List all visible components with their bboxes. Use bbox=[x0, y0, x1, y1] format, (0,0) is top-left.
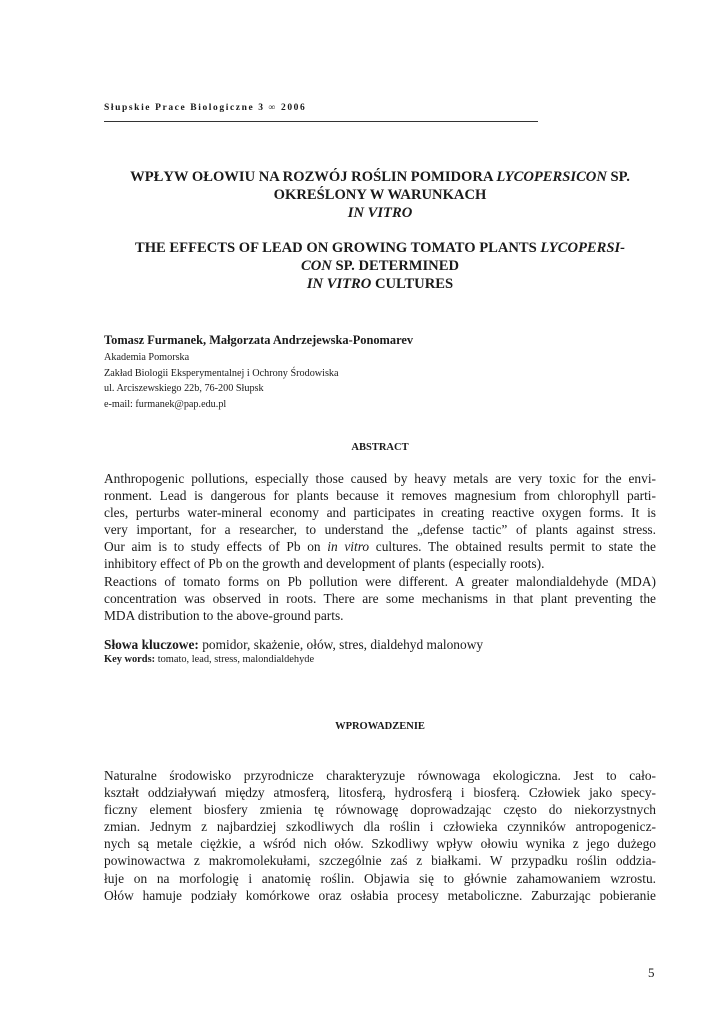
title-pl-line-1 bbox=[104, 168, 656, 186]
title-en-line-3 bbox=[104, 275, 656, 293]
introduction-text bbox=[104, 767, 656, 904]
affiliation bbox=[104, 350, 339, 412]
abstract-text-run: Our aim is to study effects of Pb on bbox=[104, 539, 328, 555]
introduction-heading: WPROWADZENIE bbox=[335, 721, 425, 732]
keywords-polish bbox=[104, 637, 483, 653]
abstract-line: very important, for a researcher, to understand the „defense tactic” of plants against stress. bbox=[104, 522, 656, 538]
keywords-pl-values: pomidor, skażenie, ołów, stres, dialdehyd malonowy bbox=[198, 637, 484, 652]
affiliation-line: ul. Arciszewskiego 22b, 76-200 Słupsk bbox=[104, 383, 264, 394]
title-en-genus: LYCOPERSI- bbox=[540, 240, 626, 256]
title-en-text: SP. DETERMINED bbox=[331, 258, 459, 274]
abstract-line: Anthropogenic pollutions, especially those caused by heavy metals are very toxic for the envi- bbox=[104, 471, 656, 486]
authors: Tomasz Furmanek, Małgorzata Andrzejewska-Ponomarev bbox=[104, 333, 414, 347]
running-header: Słupskie Prace Biologiczne 3 ∞ 2006 bbox=[104, 103, 307, 113]
abstract-line bbox=[104, 538, 656, 555]
title-pl-invitro: IN VITRO bbox=[347, 205, 413, 221]
keywords-pl-label: Słowa kluczowe: bbox=[104, 637, 199, 652]
title-en-line-2 bbox=[104, 257, 656, 275]
title-pl-genus: LYCOPERSICON bbox=[496, 169, 607, 185]
title-pl-text: WPŁYW OŁOWIU NA ROZWÓJ ROŚLIN POMIDORA bbox=[130, 169, 497, 185]
title-pl-line-2: OKREŚLONY W WARUNKACH bbox=[273, 187, 487, 203]
abstract-line: inhibitory effect of Pb on the growth and development of plants (especially roots). bbox=[104, 556, 545, 572]
abstract-line: MDA distribution to the above-ground parts. bbox=[104, 607, 344, 623]
abstract-line: ronment. Lead is dangerous for plants because it removes magnesium from chlorophyll parti- bbox=[104, 488, 656, 504]
abstract-heading: ABSTRACT bbox=[351, 442, 409, 453]
header-rule bbox=[104, 121, 538, 122]
title-pl-text: SP. bbox=[606, 169, 630, 185]
title-pl-line-3 bbox=[104, 204, 656, 222]
intro-line: zmian. Jednym z najbardziej szkodliwych dla roślin i człowieka czynników antropogenicz- bbox=[104, 819, 656, 835]
abstract-text-run: cultures. The obtained results permit to state the bbox=[369, 539, 657, 555]
abstract-text bbox=[104, 470, 656, 624]
intro-line: ficzny element biosfery zmienia tę równowagę doprowadzając często do niekorzystnych bbox=[104, 802, 656, 818]
intro-line: nych są metale ciężkie, a wśród nich ołów. Szkodliwy wpływ ołowiu wynika z jego dużego bbox=[104, 836, 656, 852]
title-polish bbox=[104, 168, 656, 222]
title-en-line-1 bbox=[104, 239, 656, 257]
keywords-english bbox=[104, 654, 314, 665]
intro-line: łuje on na morfologię i anatomię roślin. Objawia się to głównie zahamowaniem wzrostu. bbox=[104, 870, 656, 886]
abstract-line: cles, perturbs water-mineral economy and participates in creating reactive oxygen forms. It is bbox=[104, 505, 656, 521]
keywords-en-label: Key words: bbox=[104, 654, 156, 665]
affiliation-line: Zakład Biologii Eksperymentalnej i Ochrony Środowiska bbox=[104, 367, 339, 379]
abstract-invitro: in vitro bbox=[327, 539, 370, 555]
title-en-text: THE EFFECTS OF LEAD ON GROWING TOMATO PLANTS bbox=[134, 240, 541, 256]
title-english bbox=[104, 239, 656, 293]
title-en-text: CULTURES bbox=[371, 276, 454, 292]
abstract-line: concentration was observed in roots. There are some mechanisms in that plant preventing the bbox=[104, 590, 656, 606]
intro-line: Naturalne środowisko przyrodnicze charakteryzuje równowaga ekologiczna. Jest to cało- bbox=[104, 768, 656, 783]
title-en-genus-cont: CON bbox=[301, 258, 332, 274]
intro-line: Ołów hamuje podziały komórkowe oraz osłabia procesy metaboliczne. Zaburzając pobieranie bbox=[104, 887, 656, 903]
affiliation-email: e-mail: furmanek@pap.edu.pl bbox=[104, 398, 227, 410]
title-en-invitro: IN VITRO bbox=[306, 276, 372, 292]
abstract-line: Reactions of tomato forms on Pb pollution were different. A greater malondialdehyde (MDA) bbox=[104, 573, 656, 589]
intro-line: powinowactwa z makromolekułami, szczególnie zaś z białkami. W przypadku roślin oddzia- bbox=[104, 853, 656, 869]
affiliation-line: Akademia Pomorska bbox=[104, 352, 190, 363]
page-number: 5 bbox=[648, 965, 655, 980]
intro-line: kształt oddziaływań między atmosferą, litosferą, hydrosferą i biosferą. Człowiek jako specy- bbox=[104, 785, 656, 801]
keywords-en-values: tomato, lead, stress, malondialdehyde bbox=[155, 654, 315, 665]
